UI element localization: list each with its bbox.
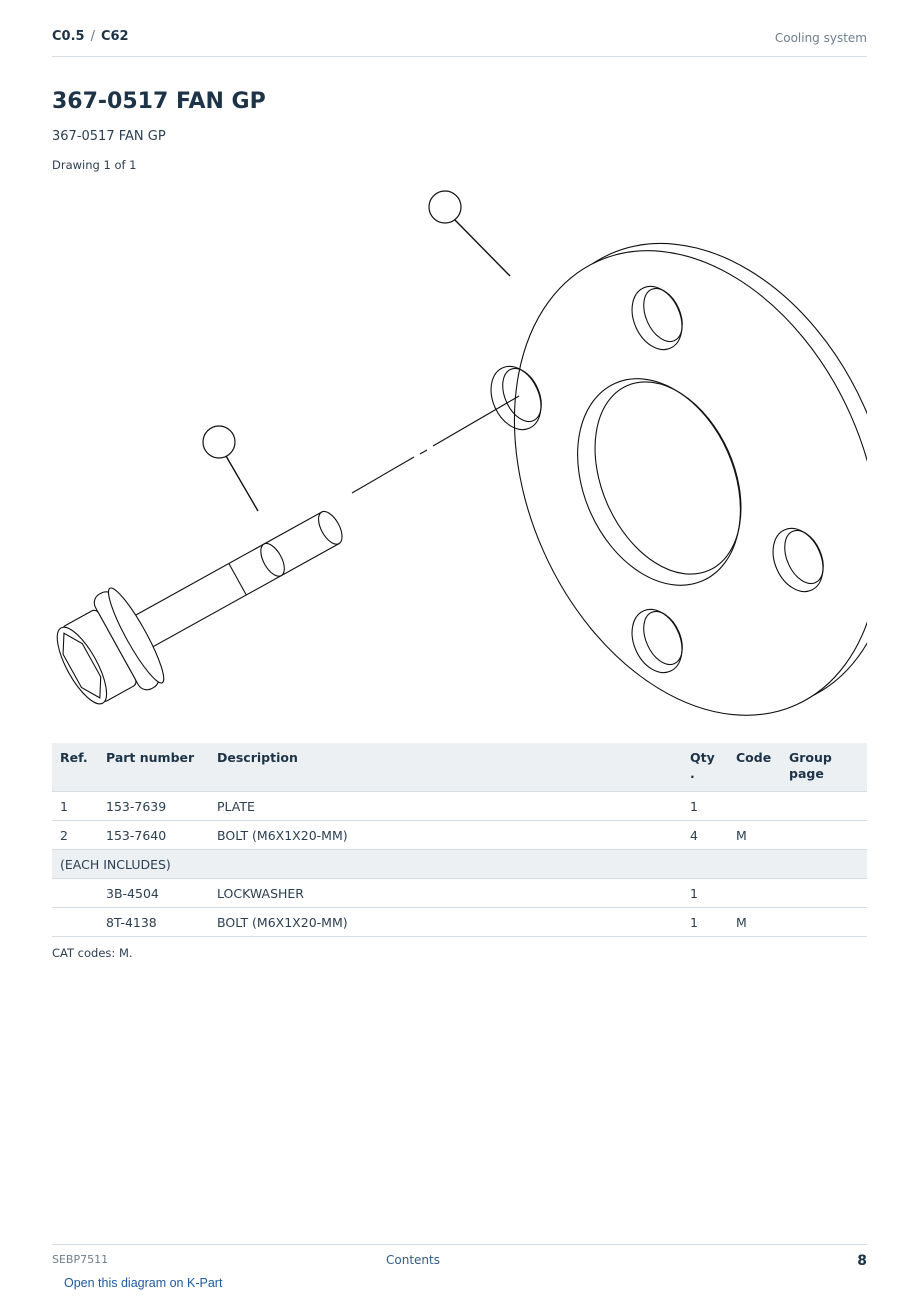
cell-code: M — [728, 908, 781, 937]
assembly-centerline — [352, 396, 519, 493]
cell-qty: 1 — [682, 792, 728, 821]
parts-table — [52, 743, 867, 937]
cell-group-page — [781, 792, 867, 821]
cell-description: PLATE — [209, 792, 682, 821]
breadcrumb-model[interactable]: C0.5 — [52, 29, 85, 44]
cell-part-number: 153-7639 — [98, 792, 209, 821]
page-subtitle: 367-0517 FAN GP — [52, 129, 166, 144]
cell-qty: 1 — [682, 879, 728, 908]
cell-qty: 4 — [682, 821, 728, 850]
cell-part-number: 3B-4504 — [98, 879, 209, 908]
col-header-group-page: Group page — [781, 743, 867, 792]
parts-table-header — [52, 743, 867, 792]
cell-description: LOCKWASHER — [209, 879, 682, 908]
callout-2-leader — [226, 456, 258, 511]
breadcrumb — [52, 29, 129, 44]
cell-ref — [52, 908, 98, 937]
cell-part-number: 153-7640 — [98, 821, 209, 850]
bolt-drawing — [52, 476, 364, 720]
cell-code — [728, 879, 781, 908]
callout-2-bubble — [203, 426, 235, 458]
callout-1-bubble — [429, 191, 461, 223]
cell-code — [728, 792, 781, 821]
col-header-code: Code — [728, 743, 781, 792]
table-note-row — [52, 850, 867, 879]
cell-group-page — [781, 879, 867, 908]
section-name: Cooling system — [774, 31, 867, 45]
breadcrumb-separator: / — [90, 29, 95, 44]
breadcrumb-engine[interactable]: C62 — [100, 29, 129, 44]
cat-codes-note: CAT codes: M. — [52, 946, 133, 960]
cell-qty: 1 — [682, 908, 728, 937]
cell-group-page — [781, 821, 867, 850]
callout-1-leader — [453, 218, 510, 276]
cell-description: BOLT (M6X1X20-MM) — [209, 908, 682, 937]
col-header-part-number: Part number — [98, 743, 209, 792]
document-id: SEBP7511 — [52, 1253, 109, 1266]
page-number: 8 — [857, 1253, 867, 1269]
drawing-label: Drawing 1 of 1 — [52, 158, 137, 172]
cell-description: BOLT (M6X1X20-MM) — [209, 821, 682, 850]
col-header-ref: Ref. — [52, 743, 98, 792]
kpart-link[interactable]: Open this diagram on K-Part — [64, 1276, 223, 1290]
page-title: 367-0517 FAN GP — [52, 89, 266, 114]
contents-link[interactable]: Contents — [386, 1253, 440, 1267]
each-includes-note: (EACH INCLUDES) — [52, 850, 867, 879]
cell-ref: 1 — [52, 792, 98, 821]
page-header — [52, 28, 867, 57]
col-header-qty: Qty . — [682, 743, 728, 792]
cell-group-page — [781, 908, 867, 937]
cell-code: M — [728, 821, 781, 850]
cell-ref: 2 — [52, 821, 98, 850]
page-footer — [52, 1244, 867, 1275]
table-row — [52, 792, 867, 821]
table-row — [52, 908, 867, 937]
parts-diagram — [52, 180, 867, 725]
cell-part-number: 8T-4138 — [98, 908, 209, 937]
cell-ref — [52, 879, 98, 908]
table-row — [52, 879, 867, 908]
plate-drawing — [445, 185, 867, 725]
table-row — [52, 821, 867, 850]
col-header-description: Description — [209, 743, 682, 792]
